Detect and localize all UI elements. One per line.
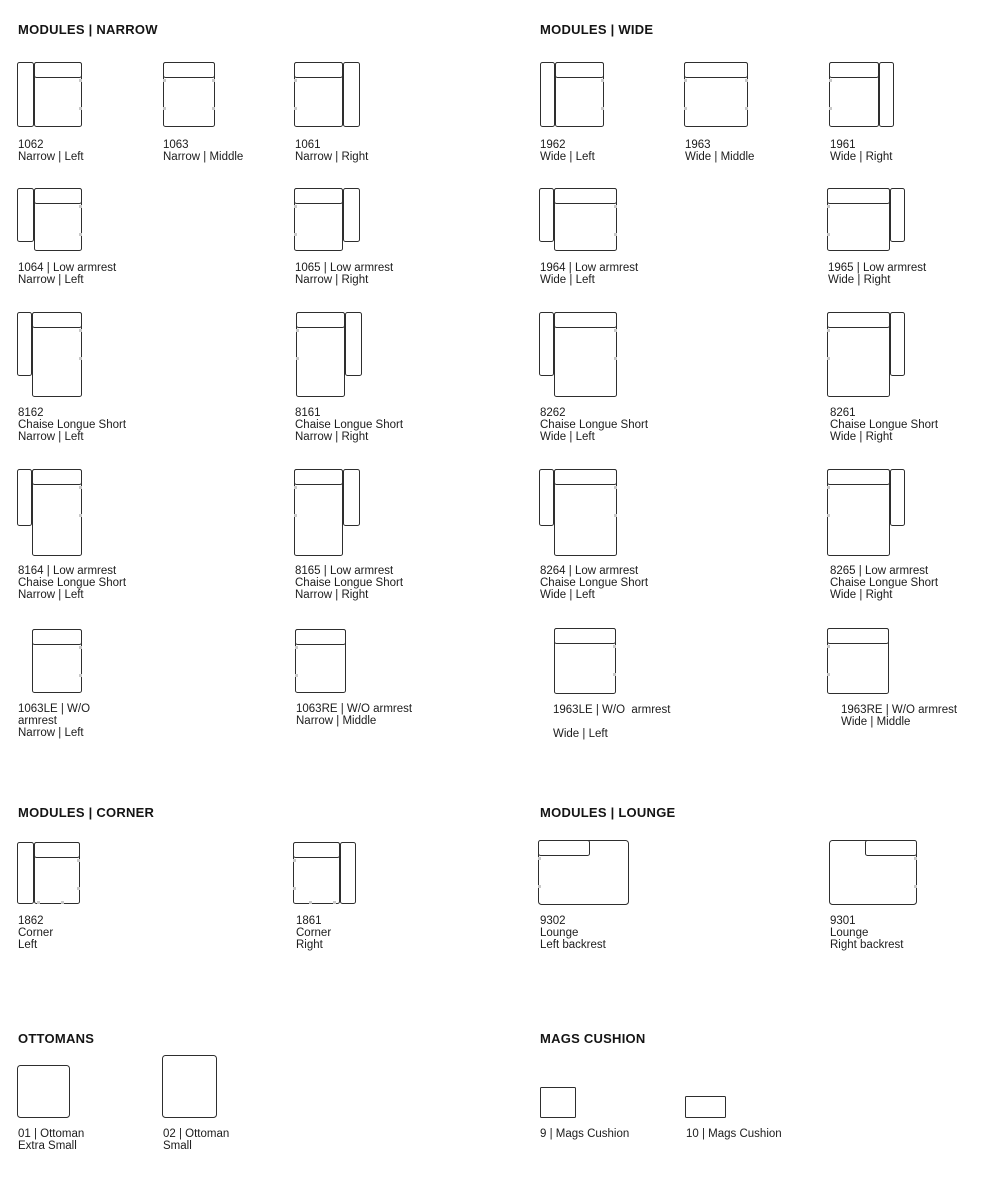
module-1965-label-line-2: Wide | Right [828,274,891,286]
module-9-label [540,1128,629,1140]
connector-dot [614,486,617,489]
connector-dot [37,901,40,904]
module-1964-label [540,262,638,286]
module-01-label [18,1128,84,1152]
module-8161-label-line-1: 8161 [295,407,321,419]
connector-dot [296,357,299,360]
module-1062-diagram [17,62,84,129]
module-8262-label-line-2: Chaise Longue Short [540,419,649,431]
module-9-label-line-1: 9 | Mags Cushion [540,1128,630,1140]
connector-dot [829,79,832,82]
module-1063le-label-line-2: armrest [18,715,57,727]
module-1061-label-line-1: 1061 [295,139,321,151]
backrest-shape [295,189,343,204]
module-1064-diagram [17,188,84,253]
connector-dot [601,79,604,82]
module-8264-diagram [539,469,619,558]
backrest-shape [830,63,879,78]
backrest-shape [555,629,616,644]
module-9302-label-line-3: Left backrest [540,939,606,951]
module-10-diagram [685,1096,728,1120]
module-1964-label-line-2: Wide | Left [540,274,595,286]
module-1062-label [18,139,84,163]
module-9302-label [540,915,606,951]
connector-dot [684,107,687,110]
connector-dot [827,357,830,360]
armrest-shape [344,470,360,526]
armrest-shape [18,843,34,904]
module-1963le-label-line-1: 1963LE | W/O armrest [553,704,671,716]
backrest-shape [35,843,80,858]
module-9301-diagram [829,840,919,907]
armrest-shape [891,189,905,242]
connector-dot [212,107,215,110]
armrest-shape [541,63,555,127]
module-9302-label-line-2: Lounge [540,927,579,939]
module-1065-label-line-2: Narrow | Right [295,274,369,286]
module-1862-label-line-1: 1862 [18,915,44,927]
module-1063-label [163,139,243,163]
connector-dot [293,859,296,862]
module-8162-label [18,407,126,443]
module-8261-diagram [827,312,907,399]
connector-dot [827,514,830,517]
module-1963le-label-line-3: Wide | Left [553,728,608,740]
module-8264-label-line-1: 8264 | Low armrest [540,565,639,577]
backrest-shape [33,313,82,328]
armrest-shape [540,189,554,242]
module-1963re-label-line-2: Wide | Middle [841,716,911,728]
module-1061-label [295,139,368,163]
connector-dot [79,357,82,360]
module-1061-label-line-2: Narrow | Right [295,151,369,163]
module-1063re-label [296,703,412,727]
connector-dot [295,674,298,677]
module-1963-label-line-2: Wide | Middle [685,151,755,163]
armrest-shape [344,189,360,242]
module-8265-label-line-1: 8265 | Low armrest [830,565,929,577]
armrest-shape [18,313,32,376]
seat-shape [163,1056,217,1118]
module-9301-label-line-1: 9301 [830,915,856,927]
module-1961-diagram [829,62,896,129]
module-02-label-line-1: 02 | Ottoman [163,1128,230,1140]
module-01-label-line-1: 01 | Ottoman [18,1128,85,1140]
module-1961-label-line-1: 1961 [830,139,856,151]
connector-dot [601,107,604,110]
connector-dot [79,514,82,517]
module-1963-label-line-1: 1963 [685,139,711,151]
module-01-label-line-2: Extra Small [18,1140,77,1152]
connector-dot [914,857,917,860]
module-02-label [163,1128,229,1152]
module-1061-diagram [294,62,362,129]
module-8165-diagram [294,469,362,558]
backrest-shape [866,841,917,856]
module-1065-label-line-1: 1065 | Low armrest [295,262,394,274]
backrest-shape [35,63,82,78]
connector-dot [538,885,541,888]
section-title-modules-wide: MODULES | WIDE [540,22,654,37]
module-8161-label-line-3: Narrow | Right [295,431,369,443]
module-1062-label-line-2: Narrow | Left [18,151,84,163]
backrest-shape [294,843,340,858]
module-1063-label-line-2: Narrow | Middle [163,151,244,163]
module-8261-label [830,407,938,443]
backrest-shape [35,189,82,204]
module-1963re-label [841,704,957,728]
connector-dot [827,486,830,489]
module-8165-label [295,565,403,601]
section-title-modules-lounge: MODULES | LOUNGE [540,805,676,820]
armrest-shape [18,470,32,526]
module-1964-diagram [539,188,619,253]
module-8161-diagram [296,312,364,399]
connector-dot [163,107,166,110]
module-8161-label [295,407,403,443]
module-1861-label-line-2: Corner [296,927,332,939]
backrest-shape [296,630,346,645]
cushion-shape [686,1097,726,1118]
module-1063re-label-line-2: Narrow | Middle [296,715,377,727]
module-1064-label-line-1: 1064 | Low armrest [18,262,117,274]
module-1862-label [18,915,53,951]
backrest-shape [33,470,82,485]
connector-dot [79,674,82,677]
module-1962-label-line-2: Wide | Left [540,151,595,163]
backrest-shape [555,470,617,485]
connector-dot [79,646,82,649]
module-8264-label-line-3: Wide | Left [540,589,595,601]
module-1862-diagram [17,842,82,906]
module-1963re-diagram [827,628,891,696]
module-1964-label-line-1: 1964 | Low armrest [540,262,639,274]
backrest-shape [828,470,890,485]
backrest-shape [297,313,345,328]
connector-dot [79,107,82,110]
connector-dot [293,887,296,890]
module-1063le-label [18,703,90,739]
module-1962-label-line-1: 1962 [540,139,566,151]
connector-dot [212,79,215,82]
connector-dot [684,79,687,82]
connector-dot [294,486,297,489]
armrest-shape [880,63,894,127]
module-1063-label-line-1: 1063 [163,139,189,151]
module-8165-label-line-3: Narrow | Right [295,589,369,601]
module-1063le-diagram [32,629,84,695]
backrest-shape [539,841,590,856]
module-9301-label [830,915,904,951]
module-1862-label-line-2: Corner [18,927,54,939]
module-1861-label-line-1: 1861 [296,915,322,927]
module-8162-label-line-2: Chaise Longue Short [18,419,127,431]
module-1962-label [540,139,595,163]
module-1961-label-line-2: Wide | Right [830,151,893,163]
module-8162-label-line-3: Narrow | Left [18,431,84,443]
module-1063re-diagram [295,629,348,695]
connector-dot [827,673,830,676]
module-1062-label-line-1: 1062 [18,139,44,151]
connector-dot [295,646,298,649]
connector-dot [79,486,82,489]
module-8265-label-line-3: Wide | Right [830,589,893,601]
module-8261-label-line-1: 8261 [830,407,856,419]
module-1963-diagram [684,62,750,129]
connector-dot [745,79,748,82]
connector-dot [333,901,336,904]
module-8264-label [540,565,648,601]
module-9301-label-line-2: Lounge [830,927,869,939]
connector-dot [79,79,82,82]
module-8262-label [540,407,648,443]
module-8164-diagram [17,469,84,558]
module-8265-label [830,565,938,601]
module-8261-label-line-2: Chaise Longue Short [830,419,939,431]
connector-dot [294,107,297,110]
armrest-shape [18,63,34,127]
module-02-diagram [162,1055,219,1120]
section-title-modules-corner: MODULES | CORNER [18,805,155,820]
module-8161-label-line-2: Chaise Longue Short [295,419,404,431]
armrest-shape [344,63,360,127]
module-1965-label-line-1: 1965 | Low armrest [828,262,927,274]
module-8164-label-line-2: Chaise Longue Short [18,577,127,589]
connector-dot [745,107,748,110]
module-02-label-line-2: Small [163,1140,192,1152]
connector-dot [77,859,80,862]
connector-dot [614,514,617,517]
module-1963le-label [553,704,670,740]
connector-dot [294,233,297,236]
section-title-ottomans: OTTOMANS [18,1031,95,1046]
backrest-shape [555,313,617,328]
armrest-shape [18,189,34,242]
module-8164-label [18,565,126,601]
connector-dot [827,329,830,332]
module-1861-label [296,915,331,951]
module-1963le-label-line-2 [553,716,670,728]
module-8264-label-line-2: Chaise Longue Short [540,577,649,589]
connector-dot [914,885,917,888]
module-10-label [686,1128,782,1140]
module-8262-label-line-1: 8262 [540,407,566,419]
armrest-shape [891,470,905,526]
connector-dot [614,357,617,360]
connector-dot [79,329,82,332]
armrest-shape [540,470,554,526]
connector-dot [614,329,617,332]
module-1063le-label-line-1: 1063LE | W/O [18,703,91,715]
backrest-shape [164,63,215,78]
module-1961-label [830,139,892,163]
module-8261-label-line-3: Wide | Right [830,431,893,443]
module-9301-label-line-3: Right backrest [830,939,904,951]
module-8265-label-line-2: Chaise Longue Short [830,577,939,589]
connector-dot [79,205,82,208]
module-9302-diagram [538,840,631,907]
module-10-label-line-1: 10 | Mags Cushion [686,1128,782,1140]
module-8262-label-line-3: Wide | Left [540,431,595,443]
connector-dot [77,887,80,890]
cushion-shape [541,1088,576,1118]
module-9-diagram [540,1087,578,1120]
section-title-mags-cushion: MAGS CUSHION [540,1031,646,1046]
module-8165-label-line-1: 8165 | Low armrest [295,565,394,577]
connector-dot [61,901,64,904]
module-1963-label [685,139,754,163]
backrest-shape [295,470,343,485]
armrest-shape [891,313,905,376]
module-1064-label [18,262,116,286]
section-title-modules-narrow: MODULES | NARROW [18,22,158,37]
backrest-shape [295,63,343,78]
connector-dot [294,514,297,517]
module-1861-diagram [293,842,358,906]
module-1063-diagram [163,62,217,129]
module-1963re-label-line-1: 1963RE | W/O armrest [841,704,958,716]
module-1862-label-line-3: Left [18,939,38,951]
connector-dot [538,857,541,860]
connector-dot [294,79,297,82]
connector-dot [827,233,830,236]
module-8162-diagram [17,312,84,399]
backrest-shape [556,63,604,78]
module-1065-diagram [294,188,362,253]
armrest-shape [540,313,554,376]
armrest-shape [341,843,356,904]
backrest-shape [555,189,617,204]
backrest-shape [33,630,82,645]
module-8162-label-line-1: 8162 [18,407,44,419]
backrest-shape [828,629,889,644]
module-8265-diagram [827,469,907,558]
module-01-diagram [17,1065,72,1120]
module-1063le-label-line-3: Narrow | Left [18,727,84,739]
module-8164-label-line-3: Narrow | Left [18,589,84,601]
module-1962-diagram [540,62,606,129]
seat-shape [18,1066,70,1118]
module-8164-label-line-1: 8164 | Low armrest [18,565,117,577]
module-9302-label-line-1: 9302 [540,915,566,927]
connector-dot [614,205,617,208]
connector-dot [614,233,617,236]
module-1965-label [828,262,926,286]
module-1965-diagram [827,188,907,253]
module-1963le-diagram [554,628,618,696]
connector-dot [79,233,82,236]
connector-dot [613,645,616,648]
module-1064-label-line-2: Narrow | Left [18,274,84,286]
backrest-shape [828,189,890,204]
module-1861-label-line-3: Right [296,939,323,951]
connector-dot [829,107,832,110]
connector-dot [613,673,616,676]
backrest-shape [685,63,748,78]
connector-dot [163,79,166,82]
module-8262-diagram [539,312,619,399]
module-1065-label [295,262,393,286]
module-1063re-label-line-1: 1063RE | W/O armrest [296,703,413,715]
connector-dot [827,645,830,648]
connector-dot [827,205,830,208]
connector-dot [296,329,299,332]
backrest-shape [828,313,890,328]
connector-dot [309,901,312,904]
armrest-shape [346,313,362,376]
module-8165-label-line-2: Chaise Longue Short [295,577,404,589]
connector-dot [294,205,297,208]
